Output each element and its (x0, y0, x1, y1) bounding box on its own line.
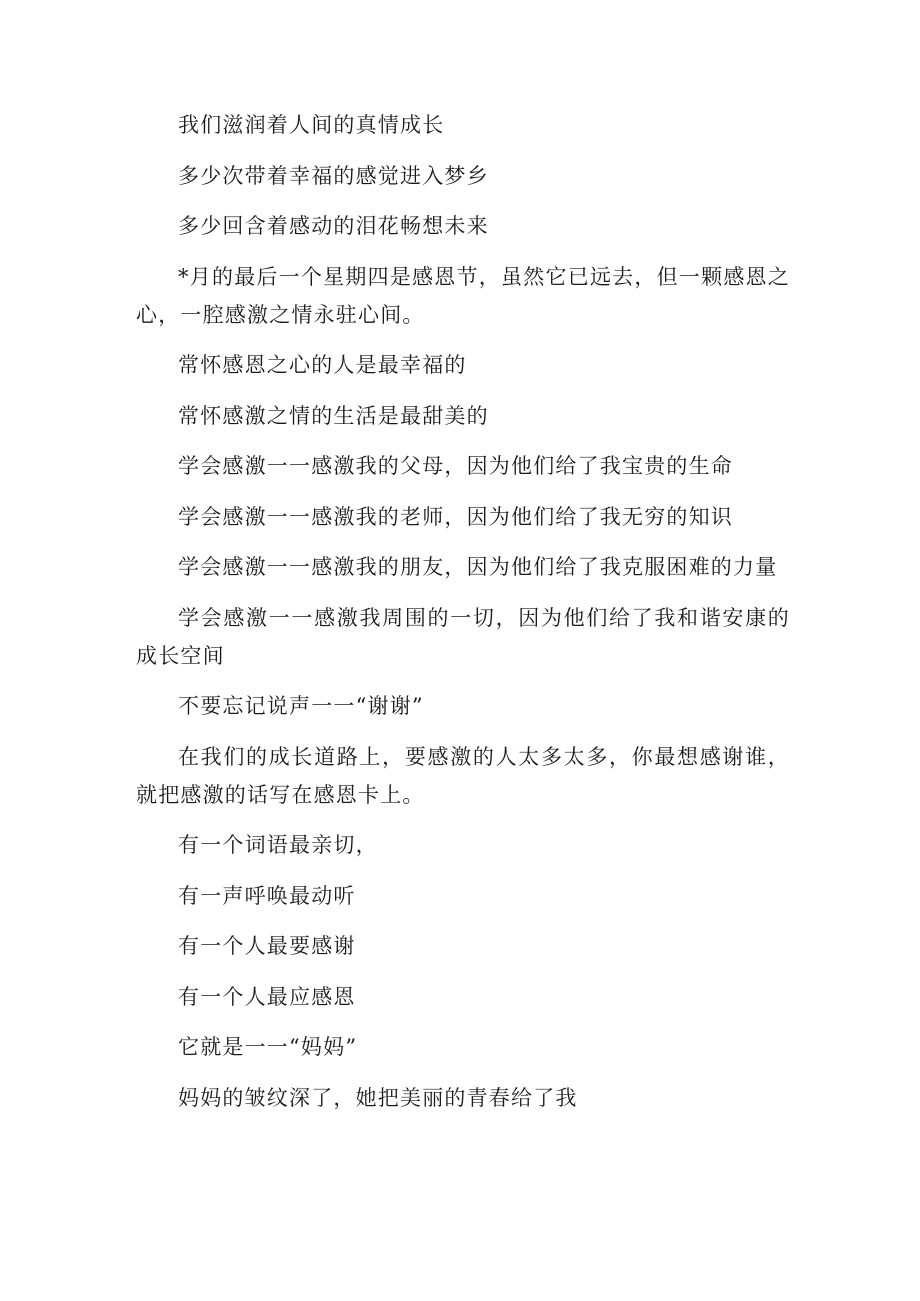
document-body (136, 106, 790, 1117)
paragraph: 学会感激一一感激我的父母，因为他们给了我宝贵的生命 (178, 454, 733, 478)
paragraph: 有一声呼唤最动听 (178, 883, 356, 908)
paragraph: 妈妈的皱纹深了，她把美丽的青春给了我 (178, 1085, 578, 1110)
paragraph: 有一个人最要感谢 (178, 934, 356, 958)
paragraph: 学会感激一一感激我周围的一切，因为他们给了我和谐安康的成长空间 (136, 605, 790, 668)
paragraph: 有一个人最应感恩 (178, 984, 356, 1009)
paragraph: 在我们的成长道路上，要感激的人太多太多，你最想感谢谁，就把感激的话写在感恩卡上。 (136, 744, 790, 807)
paragraph: 常怀感激之情的生活是最甜美的 (178, 403, 489, 428)
paragraph: 不要忘记说声一一“谢谢” (178, 694, 424, 718)
paragraph: 常怀感恩之心的人是最幸福的 (178, 353, 467, 377)
paragraph: 多少次带着幸福的感觉进入梦乡 (178, 163, 489, 188)
paragraph: 我们滋润着人间的真情成长 (178, 113, 445, 137)
paragraph: *月的最后一个星期四是感恩节，虽然它已远去，但一颗感恩之心，一腔感激之情永驻心间。 (136, 264, 790, 327)
paragraph: 多少回含着感动的泪花畅想未来 (178, 214, 489, 238)
paragraph: 它就是一一“妈妈” (178, 1035, 358, 1059)
paragraph: 学会感激一一感激我的朋友，因为他们给了我克服困难的力量 (178, 555, 778, 579)
paragraph: 有一个词语最亲切， (178, 833, 378, 857)
paragraph: 学会感激一一感激我的老师，因为他们给了我无穷的知识 (178, 504, 733, 529)
